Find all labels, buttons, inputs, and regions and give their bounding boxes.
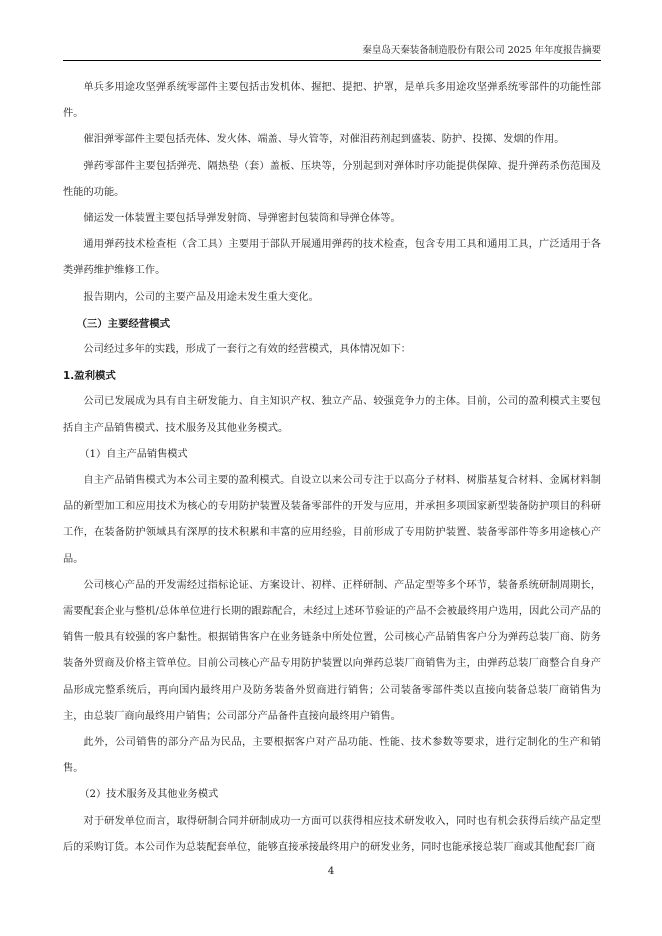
paragraph: 弹药零部件主要包括弹壳、隔热垫（套）盖板、压块等，分别起到对弹体时序功能提供保障、提升弹药杀伤范围及性能的功能。: [63, 160, 601, 198]
paragraph: 通用弹药技术检查柜（含工具）主要用于部队开展通用弹药的技术检查，包含专用工具和通用工具，广泛适用于各类弹药维护维修工作。: [63, 239, 601, 277]
paragraph: 公司核心产品的开发需经过指标论证、方案设计、初样、正样研制、产品定型等多个环节，装备系统研制周期长，需要配套企业与整机/总体单位进行长期的跟踪配合，未经过上述环节验证的产品不会被最终用户选用，因此公司产品的销售一般具有较强的客户黏性。根据销售客户在业务链条中所处位置，公司核心产品销售客户分为弹药总装厂商、防务装备外贸商及价格主管单位。目前公司核心产品专用防护装置以向弹药总装厂商销售为主，由弹药总装厂商整合自身产品形成完整系统后，再向国内最终用户及防务装备外贸商进行销售；公司装备零部件类以直接向装备总装厂商销售为主，由总装厂商向最终用户销售；公司部分产品备件直接向最终用户销售。: [63, 579, 601, 722]
header-title: 秦皇岛天秦装备制造股份有限公司 2025 年年度报告摘要: [362, 45, 601, 56]
document-body: [63, 75, 601, 861]
paragraph: 报告期内，公司的主要产品及用途未发生重大变化。: [83, 291, 319, 303]
sub-heading: （1）自主产品销售模式: [79, 448, 188, 460]
paragraph: 催泪弹零部件主要包括壳体、发火体、端盖、导火管等，对催泪药剂起到盛装、防护、投掷、发烟的作用。: [83, 134, 565, 146]
section-heading: （三）主要经营模式: [76, 317, 171, 330]
paragraph: 公司经过多年的实践，形成了一套行之有效的经营模式，具体情况如下：: [83, 344, 411, 356]
paragraph: 储运发一体装置主要包括导弹发射筒、导弹密封包装筒和导弹仓体等。: [83, 213, 401, 225]
page-number: 4: [327, 866, 335, 877]
paragraph: 自主产品销售模式为本公司主要的盈利模式。自设立以来公司专注于以高分子材料、树脂基复合材料、金属材料制品的新型加工和应用技术为核心的专用防护装置及装备零部件的开发与应用，并承担多项国家新型装备防护项目的科研工作，在装备防护领域具有深厚的技术积累和丰富的应用经验，目前形成了专用防护装置、装备零部件等多用途核心产品。: [63, 475, 601, 565]
sub-heading: （2）技术服务及其他业务模式: [79, 789, 219, 801]
paragraph: 公司已发展成为具有自主研发能力、自主知识产权、独立产品、较强竞争力的主体。目前，公司的盈利模式主要包括自主产品销售模式、技术服务及其他业务模式。: [63, 396, 601, 434]
page-header: [63, 44, 601, 61]
subsection-heading: 1.盈利模式: [63, 370, 116, 383]
paragraph: 对于研发单位而言，取得研制合同并研制成功一方面可以获得相应技术研发收入，同时也有机会获得后续产品定型后的采购订货。本公司作为总装配套单位，能够直接承接最终用户的研发业务，同时也能承接总装厂商或其他配套厂商: [63, 815, 601, 853]
paragraph: 此外，公司销售的部分产品为民品，主要根据客户对产品功能、性能、技术参数等要求，进行定制化的生产和销售。: [63, 737, 601, 775]
paragraph: 单兵多用途攻坚弹系统零部件主要包括击发机体、握把、提把、护罩，是单兵多用途攻坚弹系统零部件的功能性部件。: [63, 82, 601, 120]
